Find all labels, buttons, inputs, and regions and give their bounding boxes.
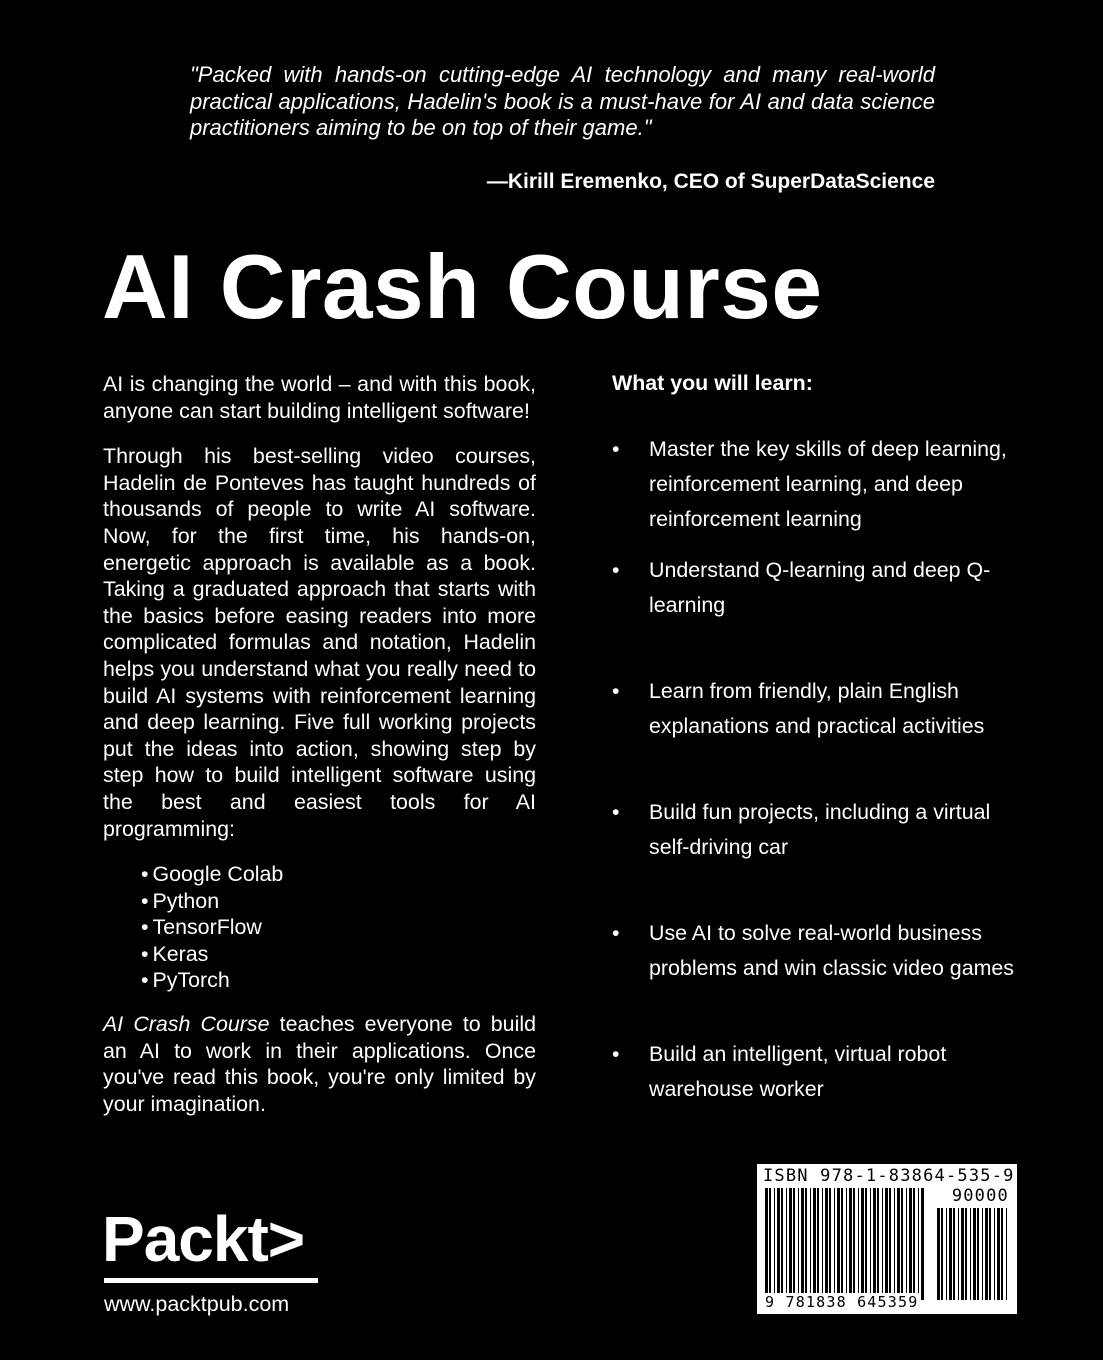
bullet-icon: •: [612, 921, 620, 945]
barcode-addon-icon: [937, 1208, 1009, 1300]
learn-item: • Understand Q-learning and deep Q-learning: [612, 553, 1032, 674]
bullet-icon: •: [612, 679, 620, 703]
description-closing: AI Crash Course teaches everyone to build an AI to work in their applications. Once you've read this book, you're only limited by your imagination.: [103, 1012, 536, 1116]
learn-item: • Use AI to solve real-world business problems and win classic video games: [612, 916, 1032, 1037]
bullet-icon: •: [141, 915, 149, 940]
quote-attribution: —Kirill Eremenko, CEO of SuperDataScience: [486, 170, 935, 193]
tools-list: [103, 861, 536, 994]
bullet-icon: •: [612, 437, 620, 461]
barcode-main-icon: [765, 1188, 925, 1300]
bullet-icon: •: [612, 558, 620, 582]
isbn-barcode-box: [757, 1164, 1017, 1314]
learn-heading: What you will learn:: [612, 371, 813, 395]
bullet-icon: •: [141, 862, 149, 887]
description-intro: AI is changing the world – and with this book, anyone can start building intelligent software!: [103, 372, 536, 423]
publisher-url: www.packtpub.com: [104, 1292, 290, 1316]
isbn-digits: 9 781838 645359: [765, 1293, 919, 1311]
learn-item: • Build fun projects, including a virtual self-driving car: [612, 795, 1032, 916]
bullet-icon: •: [141, 968, 149, 993]
book-title: AI Crash Course: [102, 237, 823, 338]
learn-item: • Learn from friendly, plain English explanations and practical activities: [612, 674, 1032, 795]
learn-item: • Build an intelligent, virtual robot warehouse worker: [612, 1037, 1032, 1158]
endorsement-quote: "Packed with hands-on cutting-edge AI technology and many real-world practical applications, Hadelin's book is a must-have for AI and data science practitioners aiming to be on top of their game.": [190, 62, 935, 140]
bullet-icon: •: [141, 941, 149, 966]
tool-item: • Python: [141, 888, 220, 913]
bullet-icon: •: [612, 1042, 620, 1066]
tool-item: • TensorFlow: [141, 915, 262, 940]
logo-underline: [104, 1278, 318, 1283]
title-mention: AI Crash Course: [103, 1012, 270, 1037]
publisher-logo: Packt>: [102, 1203, 305, 1275]
learn-item: • Master the key skills of deep learning, reinforcement learning, and deep reinforcement learning: [612, 432, 1032, 553]
tool-item: • PyTorch: [141, 968, 230, 993]
tool-item: • Keras: [141, 941, 209, 966]
bullet-icon: •: [612, 800, 620, 824]
learn-list: [612, 432, 1032, 1158]
isbn-price-code: 90000: [951, 1186, 1009, 1206]
description-body: Through his best-selling video courses, Hadelin de Ponteves has taught hundreds of thousands of people to write AI software. Now, for the first time, his hands-on, energetic approach is available as a book. Taking a graduated approach that starts with the basics before easing readers into more complicated formulas and notation, Hadelin helps you understand what you really need to build AI systems with reinforcement learning and deep learning. Five full working projects put the ideas into action, showing step by step how to build intelligent software using the best and easiest tools for AI programming:: [103, 444, 536, 841]
tool-item: • Google Colab: [141, 862, 284, 887]
bullet-icon: •: [141, 888, 149, 913]
isbn-label: ISBN 978-1-83864-535-9: [763, 1166, 1015, 1186]
book-description: [103, 371, 536, 1136]
